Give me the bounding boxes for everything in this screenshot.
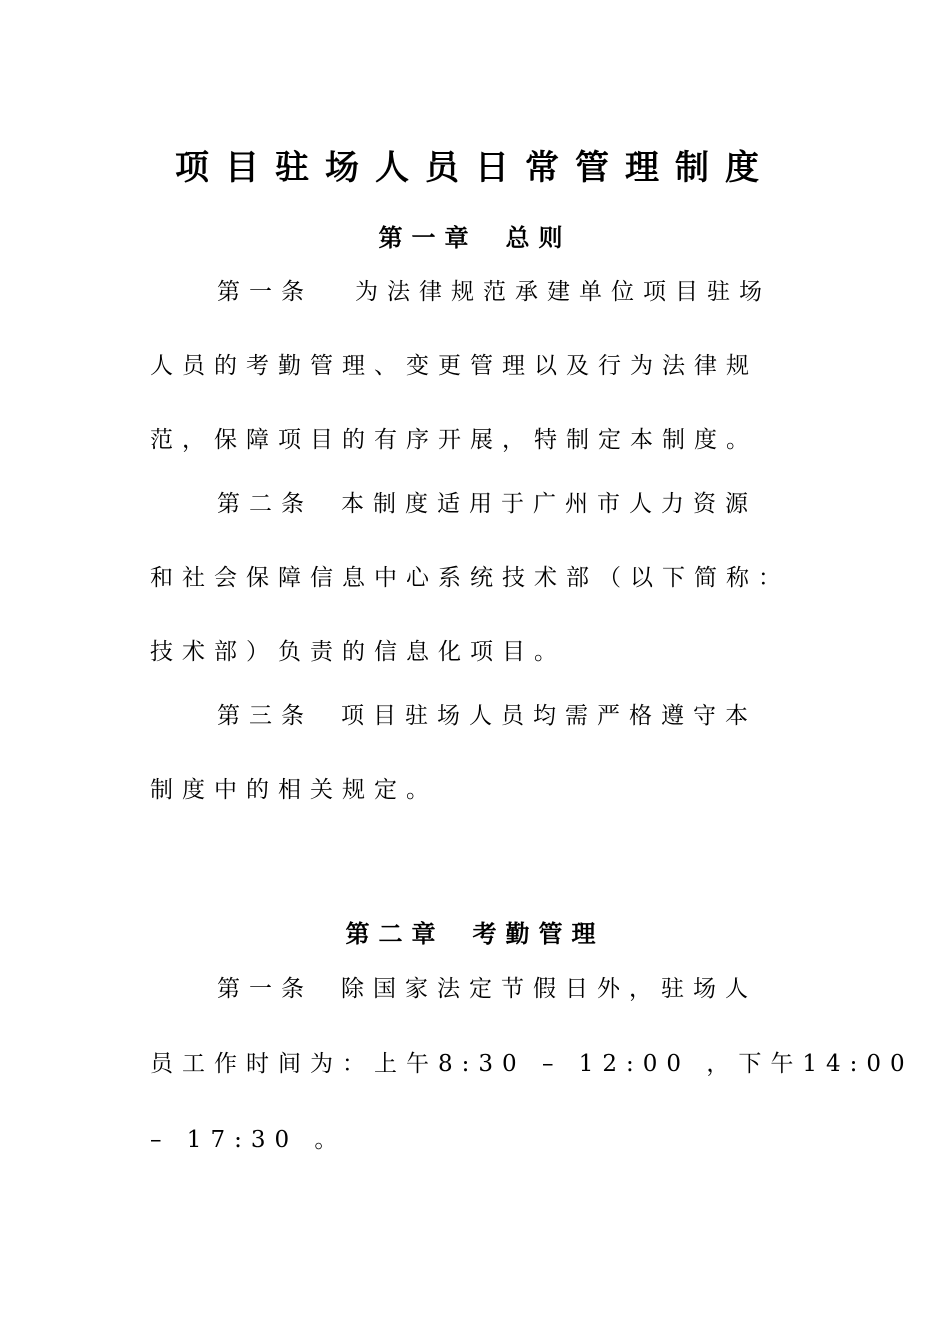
article-text: 为法律规范承建单位项目驻场 [355,279,771,305]
article-first-line [217,276,771,308]
article-line: 技术部）负责的信息化项目。 [150,639,566,665]
article-first-line [217,700,757,732]
chapter-number: 第一章 [378,223,478,252]
article-label: 第一条 [217,279,313,305]
article-text: 项目驻场人员均需严格遵守本 [341,703,757,729]
article-line: 人员的考勤管理、变更管理以及行为法律规 [150,353,758,379]
article-line: 员工作时间为：上午8:30 – 12:00 ，下午14:00 [150,1051,914,1077]
document-title: 项目驻场人员日常管理制度 [175,148,775,188]
article-line: 制度中的相关规定。 [150,777,438,803]
article-line: 和社会保障信息中心系统技术部（以下简称： [150,565,790,591]
article-line: – 17:30 。 [150,1127,347,1153]
chapter-name: 总则 [505,223,572,252]
article-first-line [217,973,757,1005]
article-first-line [217,488,757,520]
chapter-heading [0,222,950,254]
article-label: 第一条 [217,976,313,1002]
article-line: 范，保障项目的有序开展，特制定本制度。 [150,427,758,453]
article-label: 第二条 [217,491,313,517]
article-label: 第三条 [217,703,313,729]
chapter-number: 第二章 [345,919,445,948]
chapter-heading [0,918,950,950]
article-text: 除国家法定节假日外，驻场人 [341,976,757,1002]
chapter-name: 考勤管理 [472,919,605,948]
article-text: 本制度适用于广州市人力资源 [341,491,757,517]
